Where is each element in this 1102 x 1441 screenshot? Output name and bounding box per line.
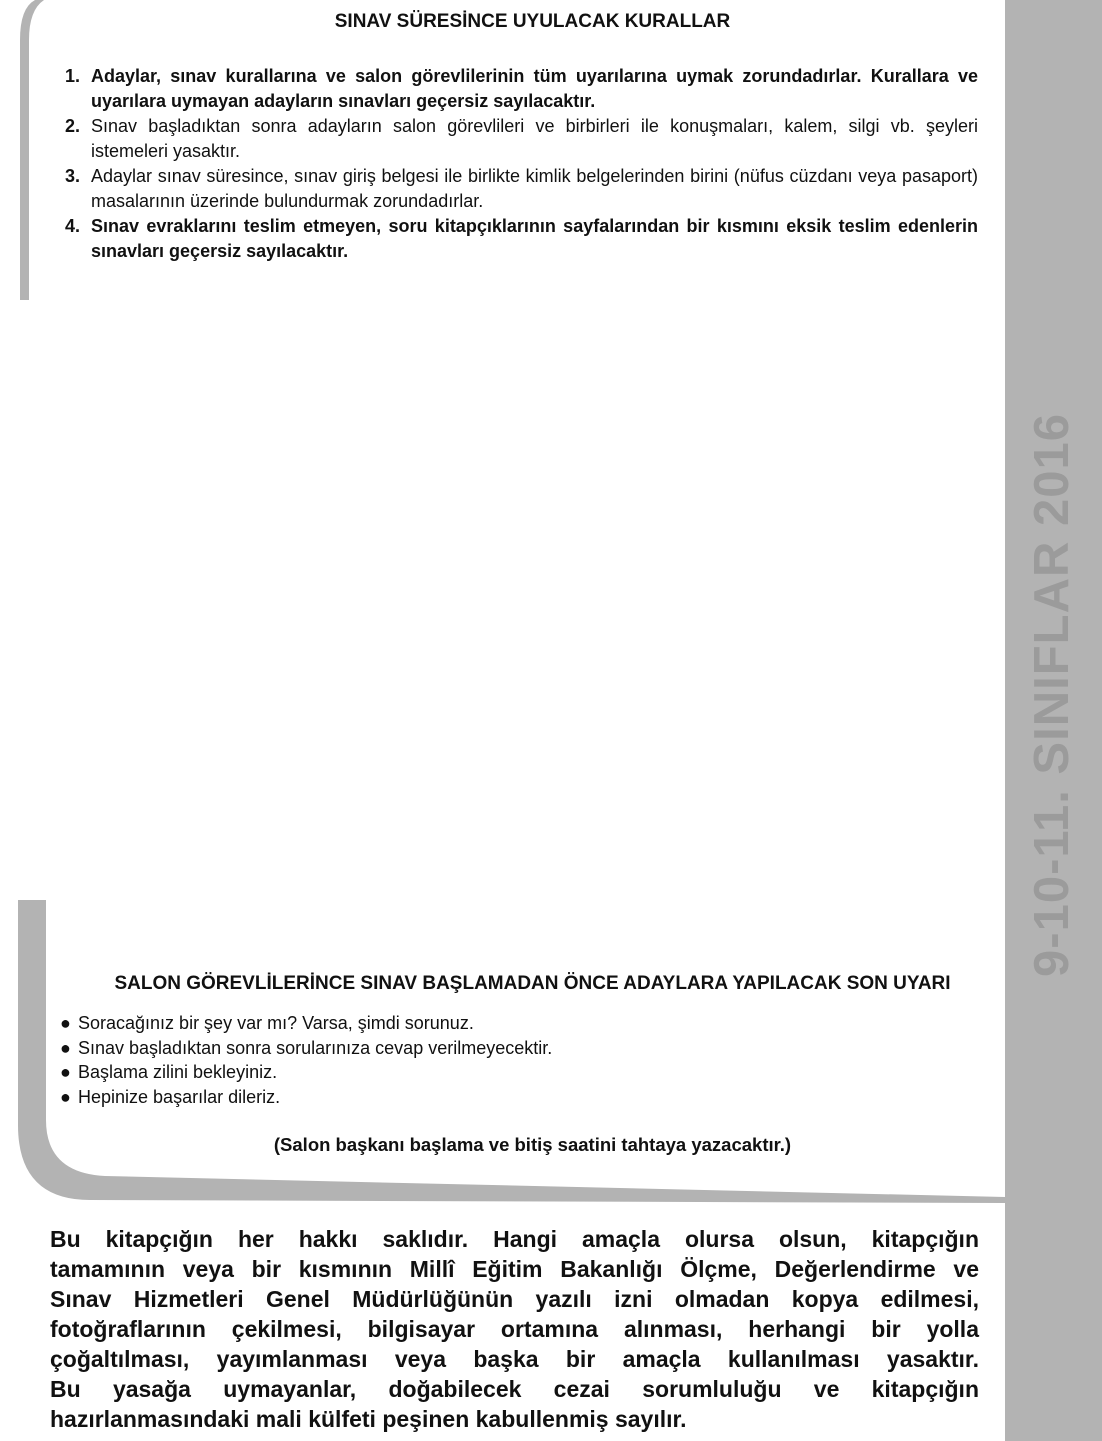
copyright-line: fotoğraflarının çekilmesi, bilgisayar ortamına alınması, herhangi bir yolla [50,1316,979,1342]
copyright-line: çoğaltılması, yayımlanması veya başka bir amaçla kullanılması yasaktır. [50,1346,979,1372]
warning-item [60,1060,552,1085]
rule-number: 4. [65,216,81,236]
warning-text: Soracağınız bir şey var mı? Varsa, şimdi sorunuz. [78,1013,474,1033]
warning-item [60,1085,552,1110]
warning-text: Sınav başladıktan sonra sorularınıza cevap verilmeyecektir. [78,1037,553,1058]
copyright-line: Bu kitapçığın her hakkı saklıdır. Hangi amaçla olursa olsun, kitapçığın [50,1226,979,1252]
warning-text: Başlama zilini bekleyiniz. [78,1062,278,1082]
copyright-line: tamamının veya bir kısmının Millî Eğitim Bakanlığı Ölçme, Değerlendirme ve [50,1256,979,1282]
bullet-icon: ● [60,1086,71,1107]
rule-text: Sınav başladıktan sonra adayların salon görevlileri ve birbirleri ile konuşmaları, kalem, silgi vb. şeyleri istemeleri yasaktır. [91,116,978,161]
rule-item [60,164,978,214]
rule-item [60,114,978,164]
rule-number: 2. [65,116,81,136]
copyright-notice [50,1224,979,1434]
bullet-icon: ● [60,1013,71,1033]
rule-number: 3. [65,166,81,186]
warning-title: SALON GÖREVLİLERİNCE SINAV BAŞLAMADAN ÖNCE ADAYLARA YAPILACAK SON UYARI [114,973,951,994]
rule-number: 1. [65,66,81,86]
rule-text: Adaylar, sınav kurallarına ve salon görevlilerinin tüm uyarılarına uymak zorundadırlar. Kurallara ve uyarılara uymayan adayların sınavları geçersiz sayılacaktır. [91,66,978,111]
bullet-icon: ● [60,1062,71,1082]
copyright-line: hazırlanmasındaki mali külfeti peşinen kabullenmiş sayılır. [50,1406,687,1432]
bullet-icon: ● [60,1037,71,1058]
rule-text: Sınav evraklarını teslim etmeyen, soru kitapçıklarının sayfalarından bir kısmını eksik teslim edenlerin sınavları geçersiz sayılacaktır. [91,216,978,261]
rule-item [60,214,978,264]
chair-note: (Salon başkanı başlama ve bitiş saatini tahtaya yazacaktır.) [273,1134,792,1155]
rules-list [60,64,978,264]
rule-item [60,64,978,114]
warning-list [60,1011,552,1109]
top-left-curve [20,0,44,300]
rules-title: SINAV SÜRESİNCE UYULACAK KURALLAR [334,11,731,32]
warning-item [60,1036,552,1061]
sidebar-label: 9-10-11. SINIFLAR 2016 [1025,413,1079,977]
copyright-line: Bu yasağa uymayanlar, doğabilecek cezai sorumluluğu ve kitapçığın [50,1376,979,1402]
warning-item [60,1011,552,1036]
rule-text: Adaylar sınav süresince, sınav giriş belgesi ile birlikte kimlik belgelerinden birini (nüfus cüzdanı veya pasaport) masalarının üzerinde bulundurmak zorundadırlar. [91,166,978,211]
warning-text: Hepinize başarılar dileriz. [78,1086,281,1107]
copyright-line: Sınav Hizmetleri Genel Müdürlüğünün yazılı izni olmadan kopya edilmesi, [50,1286,979,1312]
